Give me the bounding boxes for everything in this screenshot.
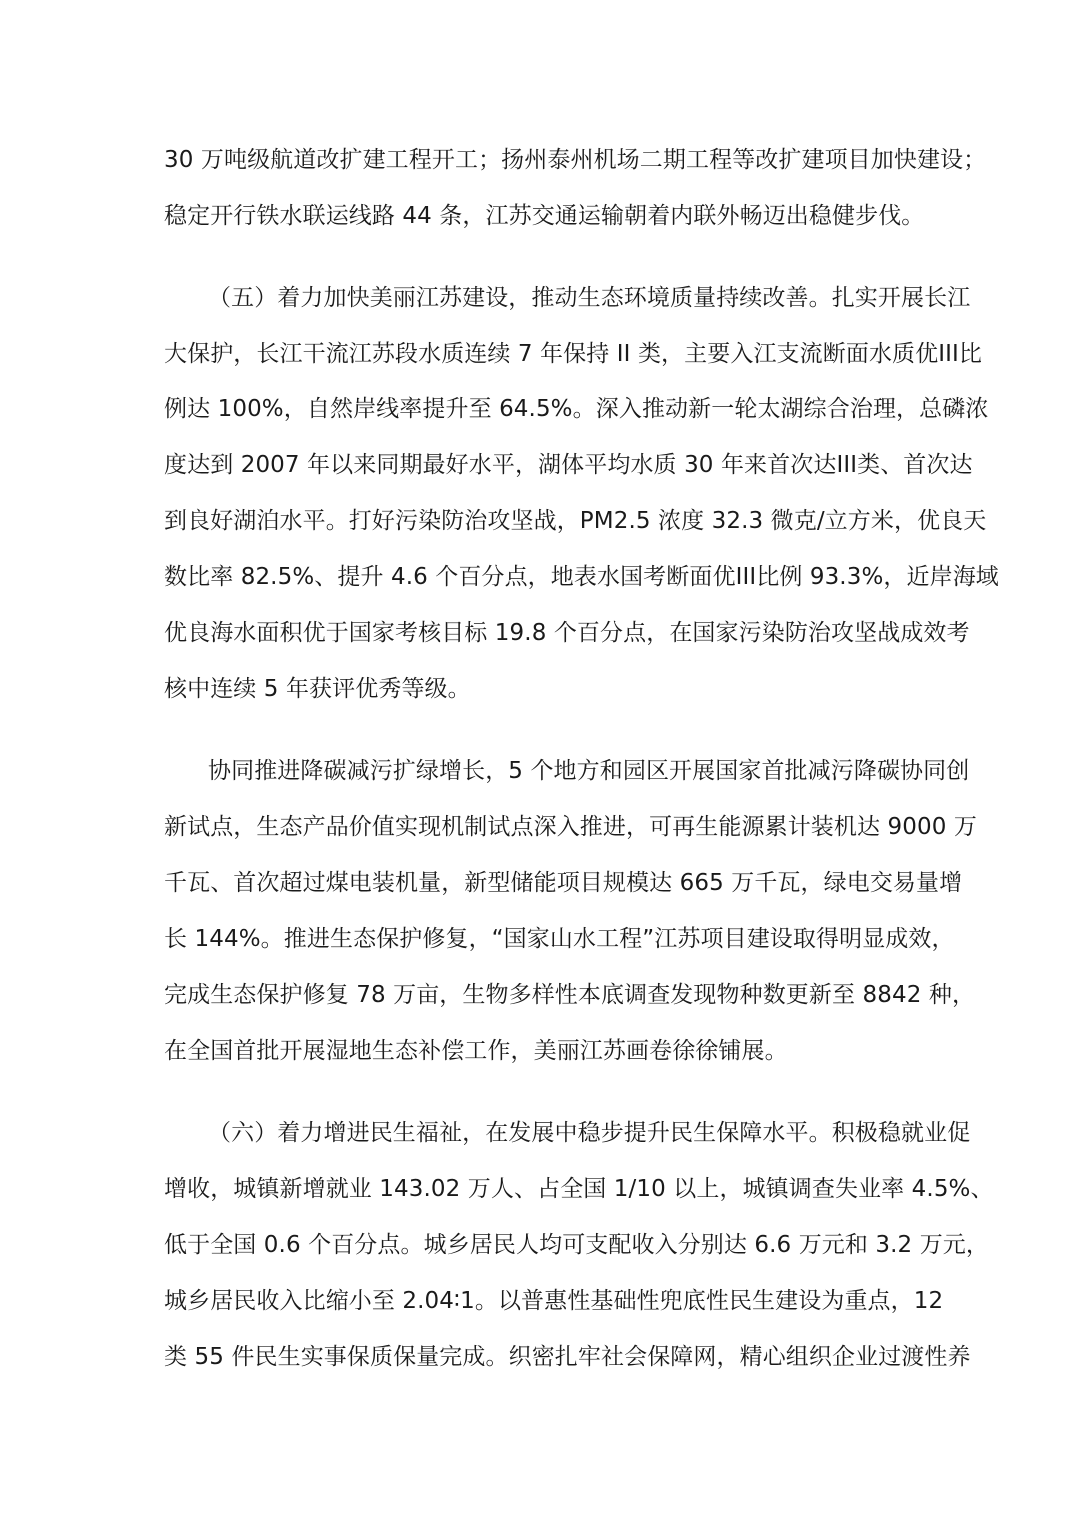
text-line: （五）着力加快美丽江苏建设，推动生态环境质量持续改善。扎实开展长江 bbox=[208, 285, 971, 311]
text-line: 完成生态保护修复 78 万亩，生物多样性本底调查发现物种数更新至 8842 种， bbox=[164, 982, 976, 1008]
text-line: 千瓦、首次超过煤电装机量，新型储能项目规模达 665 万千瓦，绿电交易量增 bbox=[164, 870, 963, 896]
text-line: 30 万吨级航道改扩建工程开工；扬州泰州机场二期工程等改扩建项目加快建设； bbox=[164, 147, 987, 173]
text-line: 到良好湖泊水平。打好污染防治攻坚战，PM2.5 浓度 32.3 微克/立方米，优良天 bbox=[164, 508, 987, 534]
text-line: 新试点，生态产品价值实现机制试点深入推进，可再生能源累计装机达 9000 万 bbox=[164, 814, 977, 840]
text-line: 数比率 82.5%、提升 4.6 个百分点，地表水国考断面优III比例 93.3%，近岸海域 bbox=[164, 564, 999, 590]
text-line: 在全国首批开展湿地生态补偿工作，美丽江苏画卷徐徐铺展。 bbox=[164, 1038, 788, 1064]
text-line: 协同推进降碳减污扩绿增长，5 个地方和园区开展国家首批减污降碳协同创 bbox=[208, 758, 970, 784]
text-line: 优良海水面积优于国家考核目标 19.8 个百分点，在国家污染防治攻坚战成效考 bbox=[164, 620, 970, 646]
text-line: 度达到 2007 年以来同期最好水平，湖体平均水质 30 年来首次达III类、首次达 bbox=[164, 452, 973, 478]
text-line: 低于全国 0.6 个百分点。城乡居民人均可支配收入分别达 6.6 万元和 3.2 万元， bbox=[164, 1232, 989, 1258]
text-line: 大保护，长江干流江苏段水质连续 7 年保持 II 类，主要入江支流断面水质优III比 bbox=[164, 341, 982, 367]
text-line: 增收，城镇新增就业 143.02 万人、占全国 1/10 以上，城镇调查失业率 4.5%、 bbox=[164, 1176, 994, 1202]
text-line: 核中连续 5 年获评优秀等级。 bbox=[164, 676, 471, 702]
text-line: 长 144%。推进生态保护修复，“国家山水工程”江苏项目建设取得明显成效， bbox=[164, 926, 955, 952]
text-line: （六）着力增进民生福祉，在发展中稳步提升民生保障水平。积极稳就业促 bbox=[208, 1120, 971, 1146]
text-line: 城乡居民收入比缩小至 2.04∶1。以普惠性基础性兜底性民生建设为重点，12 bbox=[164, 1288, 944, 1314]
text-line: 类 55 件民生实事保质保量完成。织密扎牢社会保障网，精心组织企业过渡性养 bbox=[164, 1344, 971, 1370]
text-line: 例达 100%，自然岸线率提升至 64.5%。深入推动新一轮太湖综合治理，总磷浓 bbox=[164, 396, 989, 422]
text-line: 稳定开行铁水联运线路 44 条，江苏交通运输朝着内联外畅迈出稳健步伐。 bbox=[164, 203, 925, 229]
